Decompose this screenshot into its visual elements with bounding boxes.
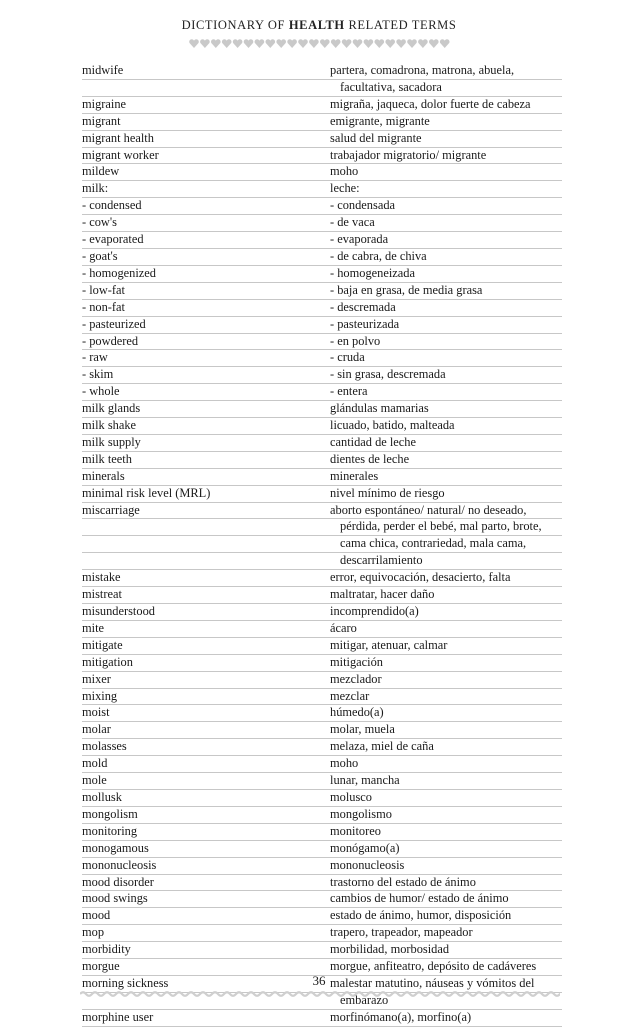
table-row xyxy=(82,97,562,114)
table-row xyxy=(82,215,562,232)
table-row xyxy=(82,824,562,841)
translation-cell: húmedo(a) xyxy=(330,705,384,720)
table-row xyxy=(82,435,562,452)
term-cell: mop xyxy=(82,925,105,940)
heart-icon xyxy=(233,39,243,48)
heart-icon xyxy=(342,39,352,48)
translation-cell: - baja en grasa, de media grasa xyxy=(330,282,483,297)
table-row xyxy=(82,570,562,587)
table-row xyxy=(82,266,562,283)
table-row xyxy=(82,367,562,384)
term-cell: milk supply xyxy=(82,434,141,449)
term-cell: minerals xyxy=(82,468,125,483)
translation-cell: monógamo(a) xyxy=(330,840,400,855)
term-cell: - skim xyxy=(82,367,114,382)
translation-cell: trabajador migratorio/ migrante xyxy=(330,147,487,162)
term-cell: - low-fat xyxy=(82,282,126,297)
translation-cell: salud del migrante xyxy=(330,130,422,145)
page-header xyxy=(0,18,638,33)
heart-icon xyxy=(320,39,330,48)
footer-ornament xyxy=(80,990,560,998)
heart-icon xyxy=(276,39,286,48)
table-row xyxy=(82,469,562,486)
heart-icon xyxy=(396,39,406,48)
term-cell: mongolism xyxy=(82,806,138,821)
table-row xyxy=(82,418,562,435)
table-row xyxy=(82,672,562,689)
table-row xyxy=(82,232,562,249)
table-row xyxy=(82,80,562,97)
translation-cell: trastorno del estado de ánimo xyxy=(330,874,476,889)
translation-cell: facultativa, sacadora xyxy=(340,79,442,94)
translation-cell: embarazo xyxy=(340,992,389,1007)
translation-cell: estado de ánimo, humor, disposición xyxy=(330,908,512,923)
title-bold: HEALTH xyxy=(288,18,345,32)
table-row xyxy=(82,604,562,621)
term-cell: morphine user xyxy=(82,1009,154,1024)
table-row xyxy=(82,198,562,215)
table-row xyxy=(82,689,562,706)
heart-icon xyxy=(385,39,395,48)
term-cell: migrant health xyxy=(82,130,154,145)
translation-cell: lunar, mancha xyxy=(330,773,400,788)
translation-cell: migraña, jaqueca, dolor fuerte de cabeza xyxy=(330,96,531,111)
translation-cell: licuado, batido, malteada xyxy=(330,418,455,433)
heart-icon xyxy=(364,39,374,48)
heart-icon xyxy=(189,39,199,48)
translation-cell: cantidad de leche xyxy=(330,434,416,449)
term-cell: monogamous xyxy=(82,840,149,855)
translation-cell: - cruda xyxy=(330,350,365,365)
translation-cell: minerales xyxy=(330,468,379,483)
term-cell: mole xyxy=(82,773,107,788)
translation-cell: - entera xyxy=(330,384,368,399)
term-cell: mood xyxy=(82,908,111,923)
heart-icon xyxy=(211,39,221,48)
table-row xyxy=(82,705,562,722)
term-cell: - cow's xyxy=(82,215,117,230)
wave-line xyxy=(80,992,560,996)
term-cell: midwife xyxy=(82,63,124,77)
translation-cell: mezclar xyxy=(330,688,370,703)
translation-cell: - en polvo xyxy=(330,333,381,348)
translation-cell: aborto espontáneo/ natural/ no deseado, xyxy=(330,502,527,517)
running-title xyxy=(0,18,638,33)
term-cell: migrant worker xyxy=(82,147,159,162)
term-cell: molasses xyxy=(82,739,127,754)
translation-cell: dientes de leche xyxy=(330,451,410,466)
translation-cell: cambios de humor/ estado de ánimo xyxy=(330,891,509,906)
table-row xyxy=(82,739,562,756)
heart-icon xyxy=(298,39,308,48)
table-row xyxy=(82,942,562,959)
heart-icon xyxy=(266,39,276,48)
translation-cell: - descremada xyxy=(330,299,396,314)
table-row xyxy=(82,756,562,773)
table-row xyxy=(82,638,562,655)
translation-cell: malestar matutino, náuseas y vómitos del xyxy=(330,975,535,990)
term-cell: - powdered xyxy=(82,333,139,348)
table-row xyxy=(82,401,562,418)
term-cell: mildew xyxy=(82,164,120,179)
term-cell: - non-fat xyxy=(82,299,126,314)
term-cell: morgue xyxy=(82,959,120,974)
term-cell: milk glands xyxy=(82,401,141,416)
term-cell: miscarriage xyxy=(82,502,140,517)
term-cell: morning sickness xyxy=(82,975,169,990)
table-row xyxy=(82,317,562,334)
term-cell: mold xyxy=(82,756,108,771)
translation-cell: mitigar, atenuar, calmar xyxy=(330,637,448,652)
term-cell: migrant xyxy=(82,113,121,128)
heart-icon xyxy=(255,39,265,48)
heart-icon xyxy=(429,39,439,48)
term-cell: molar xyxy=(82,722,111,737)
translation-cell: morgue, anfiteatro, depósito de cadáveres xyxy=(330,959,537,974)
table-row xyxy=(82,334,562,351)
heart-icon xyxy=(309,39,319,48)
term-cell: - pasteurized xyxy=(82,316,146,331)
page-number: 36 xyxy=(312,973,326,988)
title-prefix: DICTIONARY OF xyxy=(181,18,289,32)
heart-icon xyxy=(418,39,428,48)
heart-icon xyxy=(375,39,385,48)
glossary-table xyxy=(82,63,562,1027)
table-row xyxy=(82,536,562,553)
translation-cell: - de cabra, de chiva xyxy=(330,248,427,263)
term-cell: milk teeth xyxy=(82,451,132,466)
heart-icon xyxy=(287,39,297,48)
term-cell: minimal risk level (MRL) xyxy=(82,485,211,500)
table-row xyxy=(82,519,562,536)
translation-cell: mitigación xyxy=(330,654,383,669)
heart-icon xyxy=(331,39,341,48)
term-cell: mixing xyxy=(82,688,118,703)
translation-cell: descarrilamiento xyxy=(340,553,423,568)
term-cell: mitigation xyxy=(82,654,133,669)
table-row xyxy=(82,908,562,925)
translation-cell: leche: xyxy=(330,181,360,196)
table-row xyxy=(82,131,562,148)
table-row xyxy=(82,553,562,570)
term-cell: monitoring xyxy=(82,823,138,838)
translation-cell: glándulas mamarias xyxy=(330,401,429,416)
table-row xyxy=(82,300,562,317)
translation-cell: - evaporada xyxy=(330,232,389,247)
term-cell: migraine xyxy=(82,96,127,111)
table-row xyxy=(82,722,562,739)
table-row xyxy=(82,891,562,908)
term-cell: moist xyxy=(82,705,110,720)
translation-cell: molusco xyxy=(330,789,372,804)
translation-cell: error, equivocación, desacierto, falta xyxy=(330,570,511,585)
title-suffix: RELATED TERMS xyxy=(344,18,457,32)
translation-cell: - sin grasa, descremada xyxy=(330,367,446,382)
translation-cell: mononucleosis xyxy=(330,857,405,872)
term-cell: mixer xyxy=(82,671,111,686)
term-cell: mite xyxy=(82,620,105,635)
table-row xyxy=(82,114,562,131)
table-row xyxy=(82,164,562,181)
translation-cell: - homogeneizada xyxy=(330,265,415,280)
term-cell: - homogenized xyxy=(82,265,156,280)
table-row xyxy=(82,486,562,503)
table-row xyxy=(82,350,562,367)
term-cell: - condensed xyxy=(82,198,142,213)
term-cell: mood disorder xyxy=(82,874,154,889)
table-row xyxy=(82,283,562,300)
table-row xyxy=(82,452,562,469)
term-cell: - evaporated xyxy=(82,232,144,247)
table-row xyxy=(82,148,562,165)
translation-cell: monitoreo xyxy=(330,823,381,838)
heart-icon xyxy=(222,39,232,48)
table-row xyxy=(82,63,562,80)
table-row xyxy=(82,841,562,858)
term-cell xyxy=(82,553,330,569)
translation-cell: cama chica, contrariedad, mala cama, xyxy=(340,536,527,551)
table-row xyxy=(82,858,562,875)
heart-icon xyxy=(200,39,210,48)
term-cell: milk shake xyxy=(82,418,137,433)
term-cell xyxy=(82,519,330,535)
term-cell: - whole xyxy=(82,384,120,399)
translation-cell: maltratar, hacer daño xyxy=(330,587,435,602)
heart-icon xyxy=(407,39,417,48)
term-cell: mistake xyxy=(82,570,121,585)
translation-cell: mongolismo xyxy=(330,806,392,821)
table-row xyxy=(82,503,562,520)
term-cell: mistreat xyxy=(82,587,122,602)
heart-icon xyxy=(244,39,254,48)
table-row xyxy=(82,925,562,942)
term-cell: mononucleosis xyxy=(82,857,157,872)
hearts-ornament xyxy=(188,38,450,50)
translation-cell: moho xyxy=(330,164,359,179)
term-cell: misunderstood xyxy=(82,604,155,618)
term-cell: morbidity xyxy=(82,942,131,957)
table-row xyxy=(82,249,562,266)
term-cell xyxy=(82,80,330,96)
translation-cell: - de vaca xyxy=(330,215,375,230)
translation-cell: emigrante, migrante xyxy=(330,113,430,128)
translation-cell: - condensada xyxy=(330,198,396,213)
heart-icon xyxy=(353,39,363,48)
translation-cell: melaza, miel de caña xyxy=(330,739,434,754)
translation-cell: pérdida, perder el bebé, mal parto, brote, xyxy=(340,519,542,534)
table-row xyxy=(82,807,562,824)
table-row xyxy=(82,181,562,198)
translation-cell: - pasteurizada xyxy=(330,316,400,331)
table-row xyxy=(82,655,562,672)
heart-icon xyxy=(440,39,450,48)
table-row xyxy=(82,621,562,638)
translation-cell: moho xyxy=(330,756,359,771)
term-cell: - raw xyxy=(82,350,108,365)
term-cell: mollusk xyxy=(82,789,122,804)
table-row xyxy=(82,875,562,892)
table-row xyxy=(82,773,562,790)
table-row xyxy=(82,790,562,807)
translation-cell: incomprendido(a) xyxy=(330,604,419,618)
table-row xyxy=(82,587,562,604)
table-row xyxy=(82,1010,562,1027)
translation-cell: mezclador xyxy=(330,671,382,686)
table-row xyxy=(82,384,562,401)
translation-cell: morbilidad, morbosidad xyxy=(330,942,450,957)
translation-cell: partera, comadrona, matrona, abuela, xyxy=(330,63,515,77)
translation-cell: trapero, trapeador, mapeador xyxy=(330,925,473,940)
translation-cell: ácaro xyxy=(330,620,357,635)
translation-cell: morfinómano(a), morfino(a) xyxy=(330,1009,472,1024)
term-cell: mitigate xyxy=(82,637,123,652)
term-cell: - goat's xyxy=(82,248,118,263)
term-cell: mood swings xyxy=(82,891,148,906)
term-cell: milk: xyxy=(82,181,109,196)
translation-cell: nivel mínimo de riesgo xyxy=(330,485,445,500)
term-cell xyxy=(82,536,330,552)
translation-cell: molar, muela xyxy=(330,722,395,737)
